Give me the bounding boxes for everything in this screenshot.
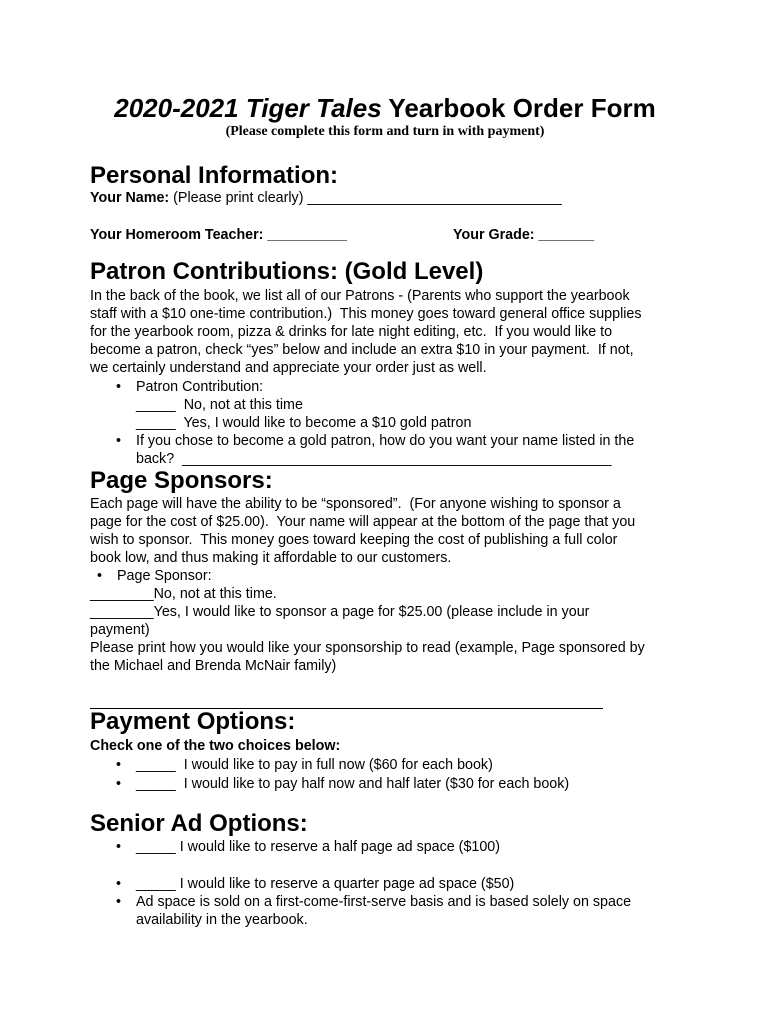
senior-note-text: Ad space is sold on a first-come-first-serve basis and is based solely on space <box>136 894 632 910</box>
title-years: 2020-2021 <box>114 93 239 123</box>
form-title <box>0 92 770 124</box>
patron-name-field[interactable]: back? ______________________________________________________ <box>136 451 612 467</box>
name-hint: (Please print clearly) ________________________________ <box>169 190 562 206</box>
bullet-icon: • <box>116 894 122 910</box>
sponsor-para-line: Each page will have the ability to be “sponsored”. (For anyone wishing to sponsor a <box>90 496 621 512</box>
sponsor-para-line: book low, and thus making it affordable to our customers. <box>90 550 452 566</box>
form-subtitle: (Please complete this form and turn in with payment) <box>225 124 545 139</box>
senior-note-cont: availability in the yearbook. <box>136 912 308 928</box>
payment-option-full-text: _____ I would like to pay in full now ($60 for each book) <box>136 757 493 773</box>
senior-option-quarter-text: _____ I would like to reserve a quarter page ad space ($50) <box>136 876 515 892</box>
payment-heading: Payment Options: <box>90 708 296 735</box>
bullet-icon: • <box>116 433 122 449</box>
patron-name-question: If you chose to become a gold patron, how do you want your name listed in the <box>136 433 635 449</box>
sponsor-option-no[interactable]: ________No, not at this time. <box>90 586 277 602</box>
personal-heading: Personal Information: <box>90 162 339 189</box>
bullet-icon: • <box>116 776 122 792</box>
patron-para-line: staff with a $10 one-time contribution.) This money goes toward general office supplies <box>90 306 642 322</box>
patron-para-line: become a patron, check “yes” below and include an extra $10 in your payment. If not, <box>90 342 634 358</box>
senior-option-half-text: _____ I would like to reserve a half page ad space ($100) <box>136 839 501 855</box>
sponsor-bullet-text: Page Sponsor: <box>117 568 212 584</box>
patron-para-line: for the yearbook room, pizza & drinks for late night editing, etc. If you would like to <box>90 324 613 340</box>
bullet-icon: • <box>116 379 122 395</box>
bullet-icon: • <box>116 876 122 892</box>
patron-para-line: we certainly understand and appreciate your order just as well. <box>90 360 487 376</box>
patron-bullet-text: Patron Contribution: <box>136 379 264 395</box>
patron-para-line: In the back of the book, we list all of our Patrons - (Parents who support the yearbook <box>90 288 630 304</box>
name-field-line[interactable] <box>90 189 562 207</box>
bullet-icon: • <box>97 568 103 584</box>
sponsor-option-yes-cont: payment) <box>90 622 150 638</box>
title-rest: Yearbook Order Form <box>381 93 656 123</box>
teacher-field[interactable]: Your Homeroom Teacher: __________ <box>90 227 347 243</box>
bullet-icon: • <box>116 757 122 773</box>
bullet-icon: • <box>116 839 122 855</box>
payment-instruction: Check one of the two choices below: <box>90 738 341 754</box>
name-label: Your Name: <box>90 190 170 206</box>
patron-heading: Patron Contributions: (Gold Level) <box>90 258 484 285</box>
grade-field[interactable]: Your Grade: _______ <box>453 227 595 243</box>
payment-option-half-text: _____ I would like to pay half now and half later ($30 for each book) <box>136 776 570 792</box>
patron-option-yes[interactable]: _____ Yes, I would like to become a $10 gold patron <box>136 415 472 431</box>
patron-option-no[interactable]: _____ No, not at this time <box>136 397 303 413</box>
title-name: Tiger Tales <box>245 93 382 123</box>
sponsor-print-instruction: Please print how you would like your sponsorship to read (example, Page sponsored by <box>90 640 645 656</box>
senior-heading: Senior Ad Options: <box>90 810 308 837</box>
sponsor-print-instruction: the Michael and Brenda McNair family) <box>90 658 337 674</box>
sponsor-para-line: wish to sponsor. This money goes toward keeping the cost of publishing a full color <box>90 532 618 548</box>
sponsor-option-yes[interactable]: ________Yes, I would like to sponsor a page for $25.00 (please include in your <box>90 604 590 620</box>
sponsor-para-line: page for the cost of $25.00). Your name will appear at the bottom of the page that you <box>90 514 636 530</box>
sponsor-heading: Page Sponsors: <box>90 467 273 494</box>
